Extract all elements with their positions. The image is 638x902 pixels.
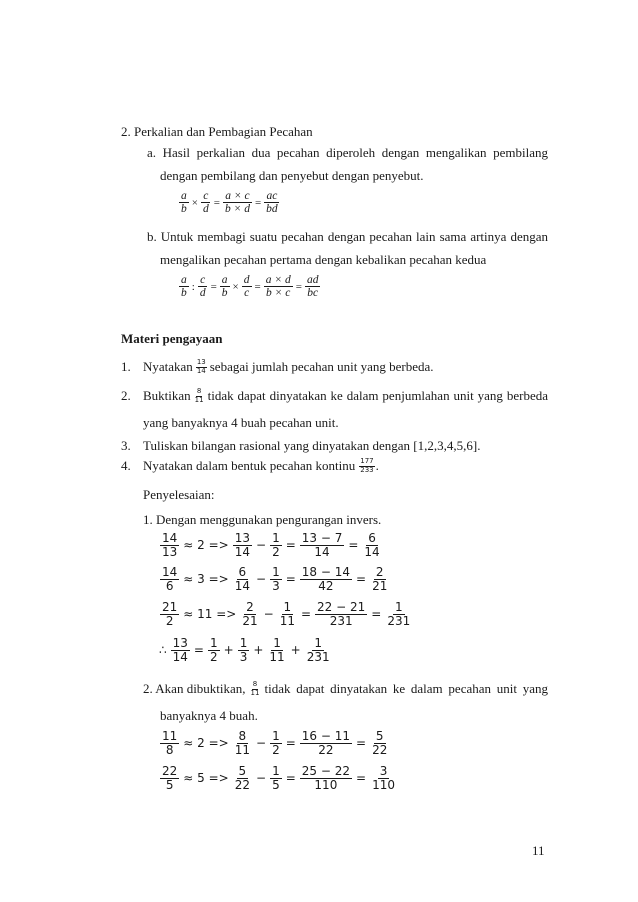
fraction: $\frac{a}{b}$: [181, 190, 187, 216]
fraction: $\frac{13 - 7}{14}$: [301, 531, 343, 559]
fraction: $\frac{14}{13}$: [162, 531, 178, 559]
fraction: $\frac{5}{22}$: [372, 729, 388, 757]
fraction: $\frac{25 - 22}{110}$: [301, 764, 350, 792]
solution-step-2-label: 2. Akan dibuktikan, $\frac{8}{11}$ tidak dapat dinyatakan ke dalam pecahan unit yang: [143, 680, 548, 697]
fraction: $\frac{a \times c}{b \times d}$: [224, 190, 250, 216]
fraction: $\frac{22 - 21}{231}$: [317, 600, 366, 628]
fraction: $\frac{c}{d}$: [199, 274, 206, 300]
fraction: $\frac{ac}{bd}$: [266, 190, 278, 216]
enrichment-item-3: 3. Tuliskan bilangan rasional yang dinyatakan dengan [1,2,3,4,5,6].: [121, 438, 481, 453]
equation-row: ∴ $\frac{13}{14}$ = $\frac{1}{2}$ + $\frac{1}{3}$ + $\frac{1}{11}$ + $\frac{1}{231}$: [159, 636, 330, 664]
fraction: $\frac{d}{c}$: [243, 274, 250, 300]
fraction: $\frac{ad}{bc}$: [306, 274, 319, 300]
fraction: $\frac{11}{8}$: [162, 729, 178, 757]
equation-row: $\frac{21}{2}$ ≈ 11 => $\frac{2}{21}$ − $\frac{1}{11}$ = $\frac{22 - 21}{231}$ = $\frac{1}{231}$: [162, 600, 411, 628]
fraction: $\frac{5}{22}$: [234, 764, 250, 792]
fraction: $\frac{1}{2}$: [272, 729, 280, 757]
fraction: $\frac{1}{11}$: [279, 600, 295, 628]
fraction: $\frac{1}{231}$: [387, 600, 411, 628]
item-a-line2: dengan pembilang dan penyebut dengan penyebut.: [160, 168, 424, 183]
fraction: $\frac{13}{14}$: [172, 636, 188, 664]
equation-row: $\frac{22}{5}$ ≈ 5 => $\frac{5}{22}$ − $\frac{1}{5}$ = $\frac{25 - 22}{110}$ = $\frac{3}{110}$: [162, 764, 395, 792]
fraction: $\frac{177}{233}$: [360, 457, 374, 474]
fraction: $\frac{8}{11}$: [194, 387, 204, 404]
solution-heading: Penyelesaian:: [143, 487, 215, 502]
item-a-line1: a. Hasil perkalian dua pecahan diperoleh dengan mengalikan pembilang: [147, 145, 548, 160]
fraction: $\frac{1}{231}$: [306, 636, 330, 664]
fraction: $\frac{c}{d}$: [202, 190, 209, 216]
fraction: $\frac{2}{21}$: [242, 600, 258, 628]
fraction: $\frac{6}{14}$: [364, 531, 380, 559]
fraction: $\frac{a}{b}$: [181, 274, 187, 300]
equation-row: $\frac{11}{8}$ ≈ 2 => $\frac{8}{11}$ − $\frac{1}{2}$ = $\frac{16 - 11}{22}$ = $\frac{5}{22}$: [162, 729, 388, 757]
fraction: $\frac{1}{2}$: [272, 531, 280, 559]
equation-row: $\frac{14}{6}$ ≈ 3 => $\frac{6}{14}$ − $\frac{1}{3}$ = $\frac{18 - 14}{42}$ = $\frac{2}{21}$: [162, 565, 388, 593]
fraction: $\frac{16 - 11}{22}$: [301, 729, 350, 757]
fraction: $\frac{18 - 14}{42}$: [301, 565, 350, 593]
fraction: $\frac{14}{6}$: [162, 565, 178, 593]
fraction: $\frac{22}{5}$: [162, 764, 178, 792]
fraction: $\frac{8}{11}$: [250, 680, 260, 697]
division-formula: $\frac{a}{b}$ : $\frac{c}{d}$ = $\frac{a}{b}$ × $\frac{d}{c}$ = $\frac{a \times d}{b \times c}$ = $\frac{ad}{bc}$: [181, 274, 319, 300]
multiplication-formula: $\frac{a}{b}$ × $\frac{c}{d}$ = $\frac{a \times c}{b \times d}$ = $\frac{ac}{bd}$: [181, 190, 278, 216]
equation-row: $\frac{14}{13}$ ≈ 2 => $\frac{13}{14}$ − $\frac{1}{2}$ = $\frac{13 - 7}{14}$ = $\frac{6}{14}$: [162, 531, 380, 559]
fraction: $\frac{1}{11}$: [269, 636, 285, 664]
item-b-line1: b. Untuk membagi suatu pecahan dengan pecahan lain sama artinya dengan: [147, 229, 548, 244]
fraction: $\frac{1}{2}$: [209, 636, 218, 664]
fraction: $\frac{6}{14}$: [234, 565, 250, 593]
enrichment-item-4: 4. Nyatakan dalam bentuk pecahan kontinu $\frac{177}{233}$ .: [121, 457, 379, 474]
fraction: $\frac{a}{b}$: [221, 274, 228, 300]
fraction: $\frac{1}{5}$: [272, 764, 280, 792]
enrichment-item-2: 2. Buktikan $\frac{8}{11}$ tidak dapat dinyatakan ke dalam penjumlahan unit yang berbeda: [121, 387, 548, 404]
page-number: 11: [532, 843, 545, 858]
solution-step-1-label: 1. Dengan menggunakan pengurangan invers.: [143, 512, 382, 527]
enrichment-item-1: 1. Nyatakan $\frac{13}{14}$ sebagai jumlah pecahan unit yang berbeda.: [121, 358, 434, 375]
section-heading: 2. Perkalian dan Pembagian Pecahan: [121, 124, 313, 139]
fraction: $\frac{3}{110}$: [372, 764, 395, 792]
fraction: $\frac{a \times d}{b \times c}$: [265, 274, 291, 300]
fraction: $\frac{8}{11}$: [234, 729, 250, 757]
solution-step-2-line2: banyaknya 4 buah.: [160, 708, 258, 723]
fraction: $\frac{2}{21}$: [372, 565, 388, 593]
enrichment-heading: Materi pengayaan: [121, 331, 223, 346]
fraction: $\frac{1}{3}$: [239, 636, 248, 664]
fraction: $\frac{13}{14}$: [234, 531, 250, 559]
item-b-line2: mengalikan pecahan pertama dengan kebalikan pecahan kedua: [160, 252, 487, 267]
enrichment-item-2-line2: yang banyaknya 4 buah pecahan unit.: [143, 415, 339, 430]
fraction: $\frac{13}{14}$: [196, 358, 206, 375]
fraction: $\frac{1}{3}$: [272, 565, 280, 593]
fraction: $\frac{21}{2}$: [162, 600, 178, 628]
